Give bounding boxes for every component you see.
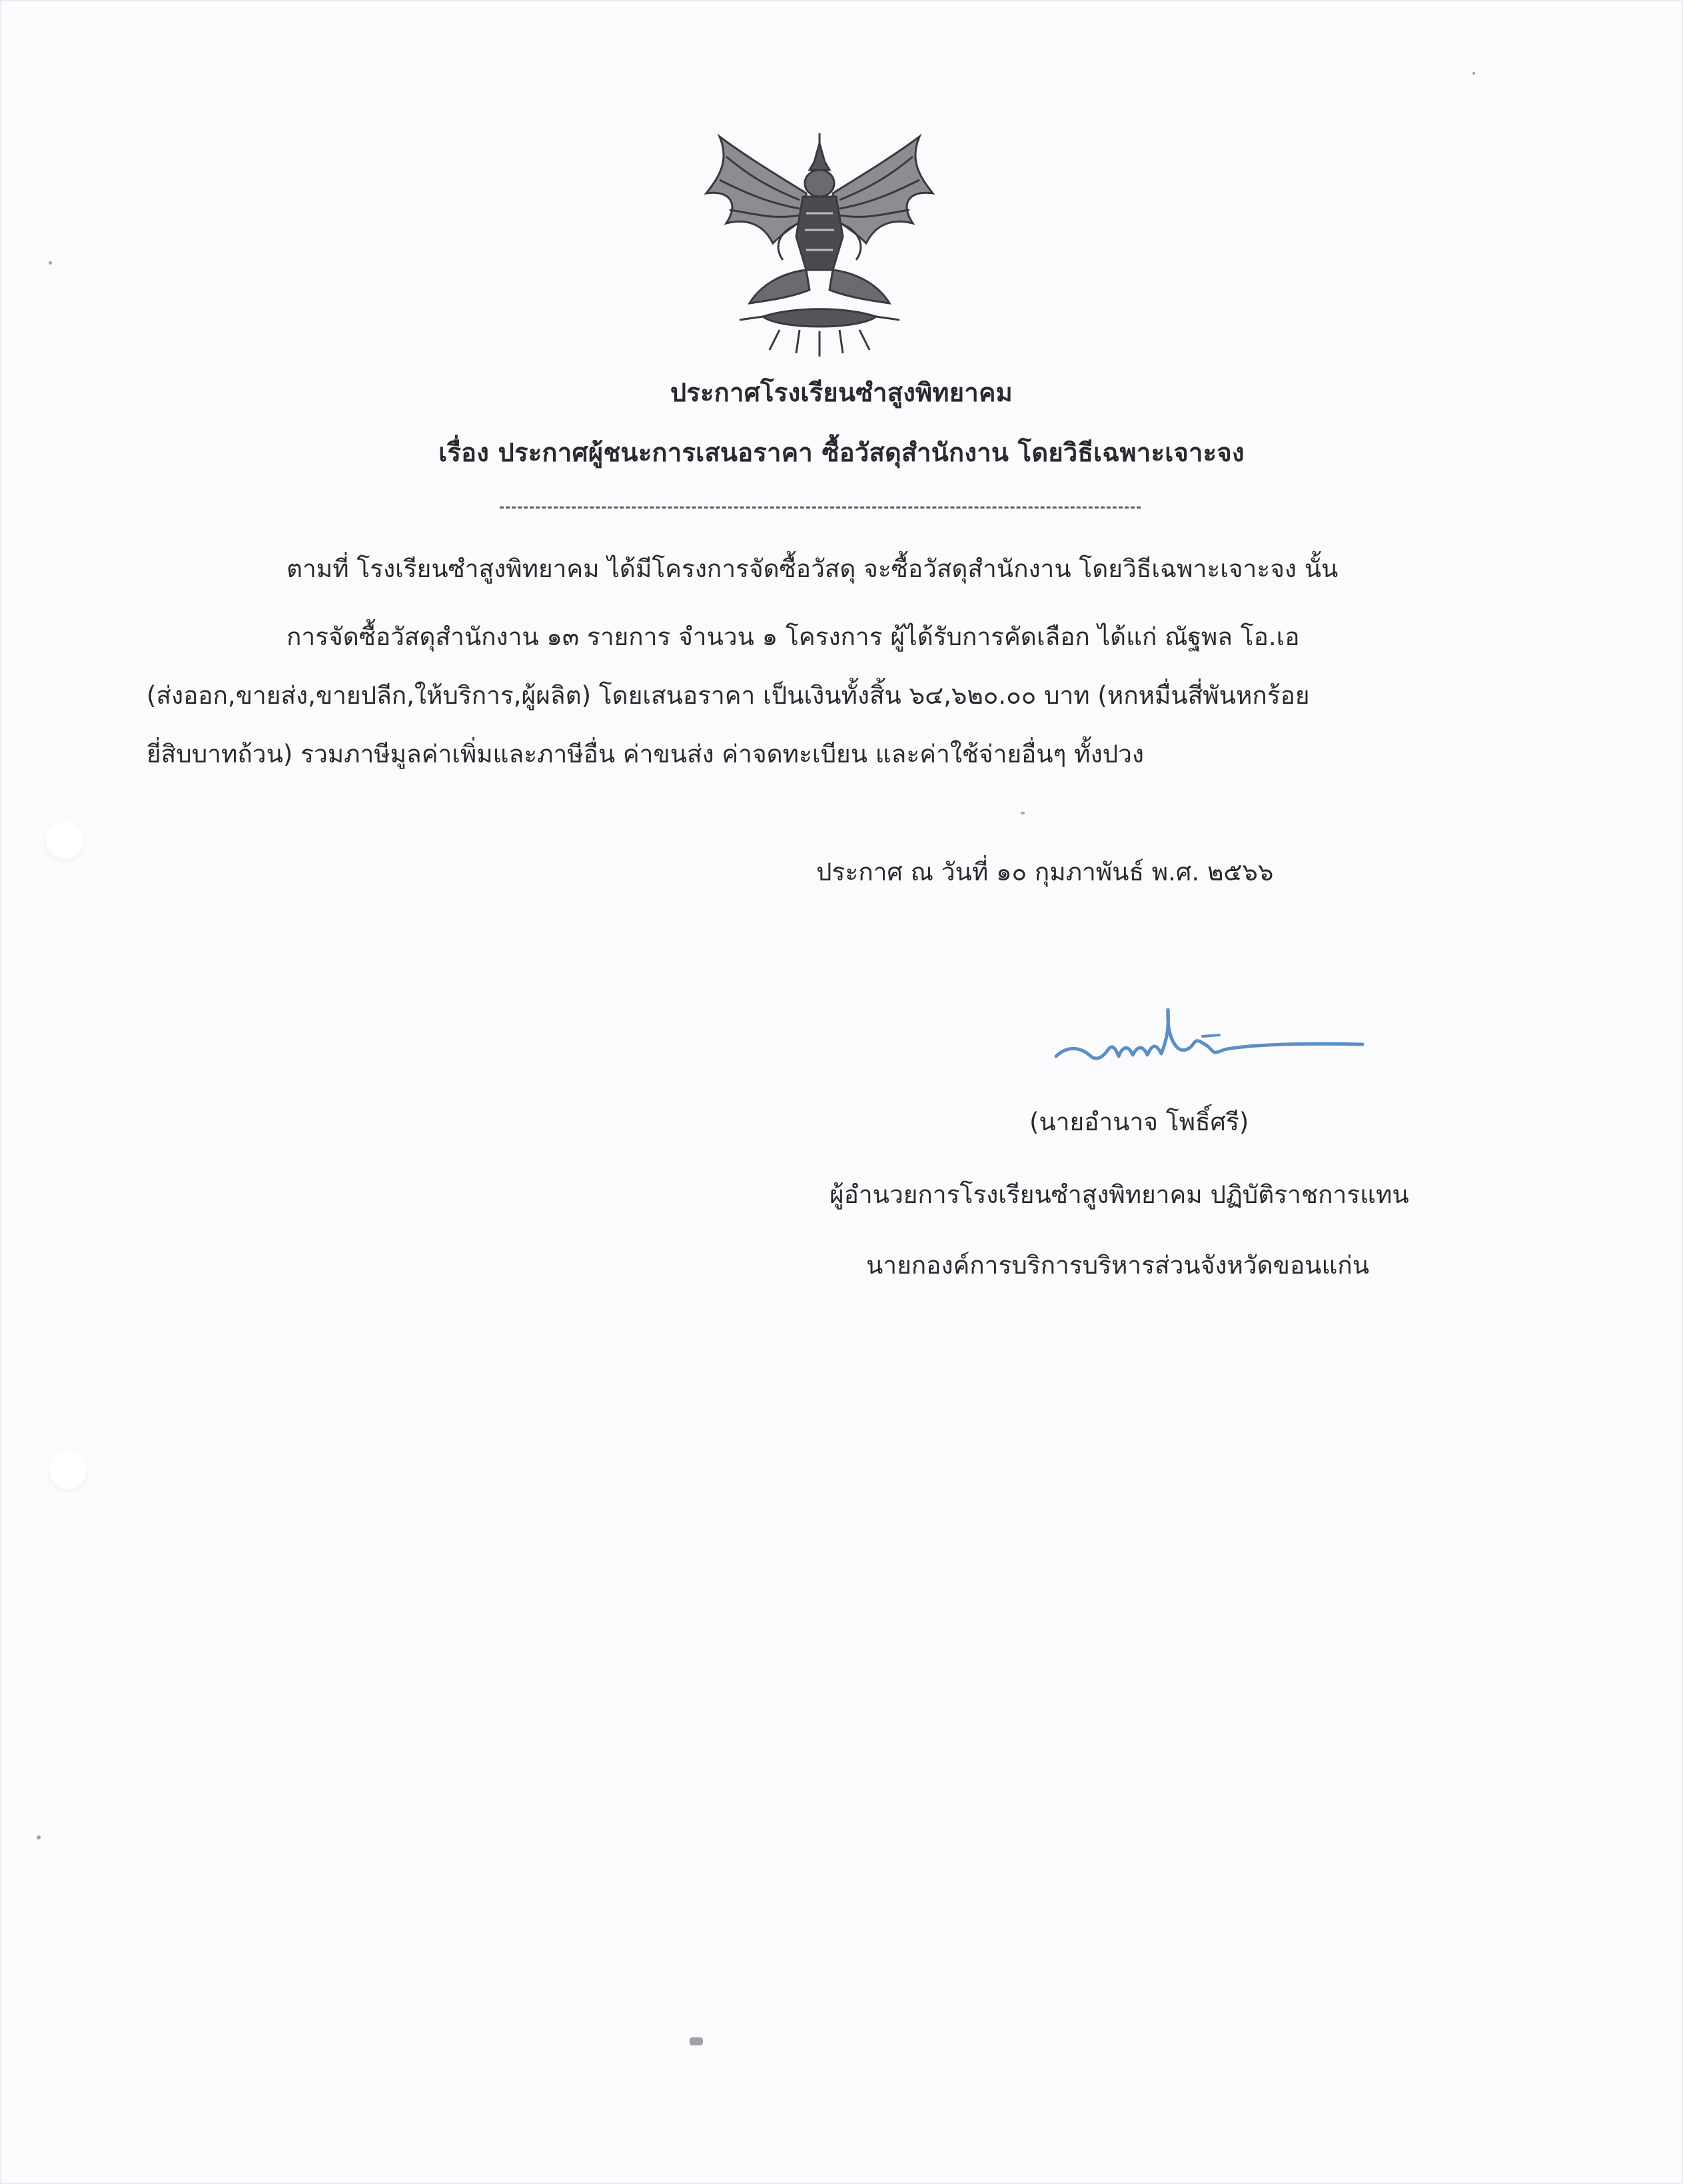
paper-speck: [1021, 812, 1025, 814]
divider-line: [500, 507, 1141, 509]
garuda-emblem-icon: [700, 130, 939, 360]
signatory-position-2: นายกองค์การบริการบริหารส่วนจังหวัดขอนแก่น: [866, 1251, 1369, 1280]
body-line-1: ตามที่ โรงเรียนซำสูงพิทยาคม ได้มีโครงการจัดซื้อวัสดุ จะซื้อวัสดุสำนักงาน โดยวิธีเฉพาะเจาะจง นั้น: [286, 554, 1339, 583]
signature: [1049, 983, 1369, 1090]
signatory-position-1: ผู้อำนวยการโรงเรียนซำสูงพิทยาคม ปฏิบัติราชการแทน: [830, 1180, 1409, 1209]
body-line-4: ยี่สิบบาทถ้วน) รวมภาษีมูลค่าเพิ่มและภาษีอื่น ค่าขนส่ง ค่าจดทะเบียน และค่าใช้จ่ายอื่นๆ ทั้งปวง: [147, 740, 1144, 768]
announcement-date: ประกาศ ณ วันที่ ๑๐ กุมภาพันธ์ พ.ศ. ๒๕๖๖: [816, 858, 1274, 886]
announcement-title: ประกาศโรงเรียนซำสูงพิทยาคม: [670, 378, 1013, 407]
paper-speck: [49, 261, 52, 265]
punch-hole-bottom: [47, 1451, 89, 1492]
signatory-name: (นายอำนาจ โพธิ์ศรี): [1029, 1108, 1249, 1136]
paper-speck: [690, 2037, 703, 2045]
punch-hole-top: [44, 821, 85, 862]
body-line-3: (ส่งออก,ขายส่ง,ขายปลีก,ให้บริการ,ผู้ผลิต) โดยเสนอราคา เป็นเงินทั้งสิ้น ๖๔,๖๒๐.๐๐ บาท (หกหมื่นสี่พันหกร้อย: [147, 681, 1310, 710]
body-line-2: การจัดซื้อวัสดุสำนักงาน ๑๓ รายการ จำนวน ๑ โครงการ ผู้ได้รับการคัดเลือก ได้แก่ ณัฐพล โอ.เอ: [286, 622, 1300, 651]
paper-speck: [37, 1835, 41, 1839]
announcement-subject: เรื่อง ประกาศผู้ชนะการเสนอราคา ซื้อวัสดุสำนักงาน โดยวิธีเฉพาะเจาะจง: [438, 438, 1245, 467]
paper-speck: [1472, 72, 1475, 75]
